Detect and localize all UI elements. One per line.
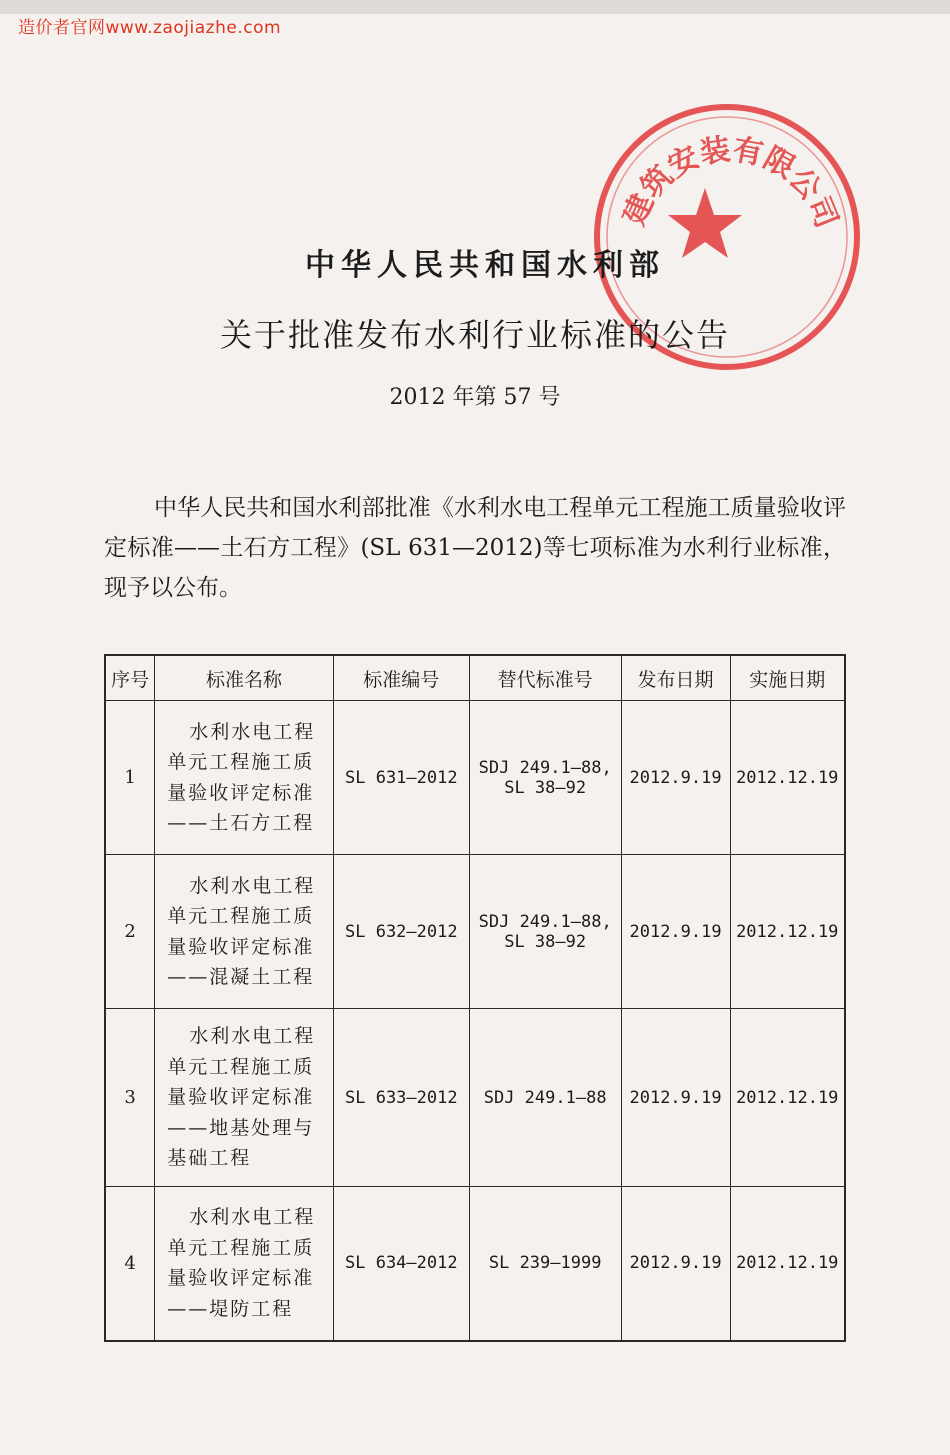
scan-top-edge bbox=[0, 0, 950, 14]
row-effective-date: 2012.12.19 bbox=[730, 701, 845, 855]
col-header-code: 标准编号 bbox=[333, 655, 469, 701]
row-standard-name: 水利水电工程 单元工程施工质 量验收评定标准 ——堤防工程 bbox=[155, 1187, 334, 1341]
row-standard-code: SL 634—2012 bbox=[333, 1187, 469, 1341]
seal-text: 建筑安装有限公司 bbox=[616, 132, 845, 234]
col-header-no: 序号 bbox=[105, 655, 155, 701]
table-header-row bbox=[105, 655, 845, 701]
notice-title: 关于批准发布水利行业标准的公告 bbox=[219, 316, 730, 354]
row-replaced-code: SDJ 249.1—88, SL 38—92 bbox=[469, 855, 621, 1009]
issuing-authority: 中华人民共和国水利部 bbox=[305, 248, 665, 283]
row-no: 4 bbox=[105, 1187, 155, 1341]
row-no: 1 bbox=[105, 701, 155, 855]
row-effective-date: 2012.12.19 bbox=[730, 1187, 845, 1341]
row-effective-date: 2012.12.19 bbox=[730, 1009, 845, 1187]
standards-table bbox=[104, 654, 846, 1342]
row-standard-code: SL 632—2012 bbox=[333, 855, 469, 1009]
issue-number: 2012 年第 57 号 bbox=[389, 385, 561, 410]
row-standard-name: 水利水电工程 单元工程施工质 量验收评定标准 ——混凝土工程 bbox=[155, 855, 334, 1009]
col-header-name: 标准名称 bbox=[155, 655, 334, 701]
row-standard-name: 水利水电工程 单元工程施工质 量验收评定标准 ——土石方工程 bbox=[155, 701, 334, 855]
table-row bbox=[105, 1009, 845, 1187]
row-no: 2 bbox=[105, 855, 155, 1009]
row-issued-date: 2012.9.19 bbox=[621, 1187, 730, 1341]
row-issued-date: 2012.9.19 bbox=[621, 1009, 730, 1187]
row-replaced-code: SDJ 249.1—88 bbox=[469, 1009, 621, 1187]
row-issued-date: 2012.9.19 bbox=[621, 701, 730, 855]
col-header-replaced: 替代标准号 bbox=[469, 655, 621, 701]
row-replaced-code: SDJ 249.1—88, SL 38—92 bbox=[469, 701, 621, 855]
col-header-issued: 发布日期 bbox=[621, 655, 730, 701]
row-standard-code: SL 633—2012 bbox=[333, 1009, 469, 1187]
row-issued-date: 2012.9.19 bbox=[621, 855, 730, 1009]
table-row bbox=[105, 1187, 845, 1341]
table-row bbox=[105, 855, 845, 1009]
row-no: 3 bbox=[105, 1009, 155, 1187]
row-standard-name: 水利水电工程 单元工程施工质 量验收评定标准 ——地基处理与 基础工程 bbox=[155, 1009, 334, 1187]
notice-paragraph: 中华人民共和国水利部批准《水利水电工程单元工程施工质量验收评定标准——土石方工程》(SL 631—2012)等七项标准为水利行业标准，现予以公布。 bbox=[104, 495, 846, 601]
table-row bbox=[105, 701, 845, 855]
col-header-effective: 实施日期 bbox=[730, 655, 845, 701]
row-standard-code: SL 631—2012 bbox=[333, 701, 469, 855]
site-watermark[interactable]: 造价者官网www.zaojiazhe.com bbox=[18, 18, 282, 38]
row-effective-date: 2012.12.19 bbox=[730, 855, 845, 1009]
row-replaced-code: SL 239—1999 bbox=[469, 1187, 621, 1341]
